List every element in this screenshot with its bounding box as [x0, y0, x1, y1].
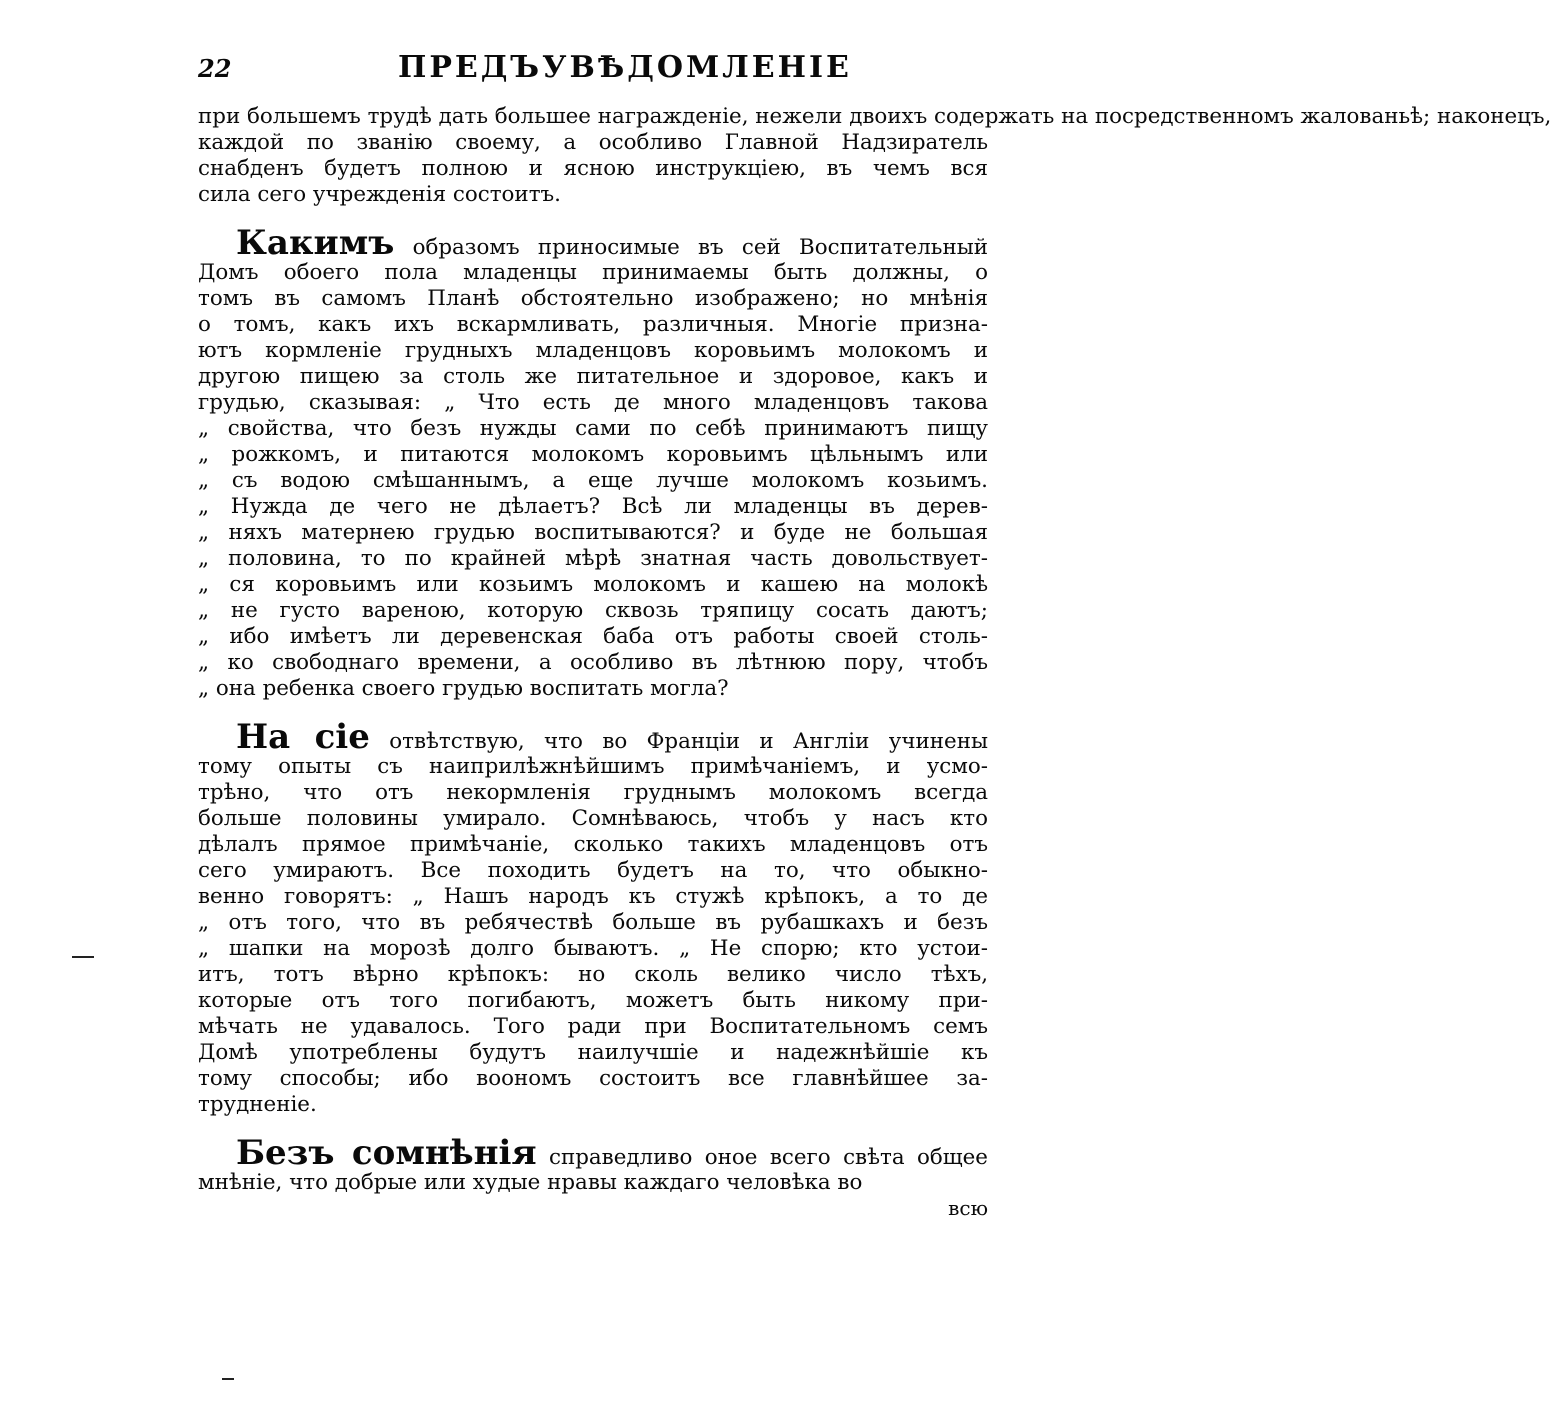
line-text: „ она ребенка своего грудью воспитать могла? — [198, 676, 729, 701]
line-text: ютъ кормленіе грудныхъ младенцовъ коровьимъ молокомъ и — [198, 338, 988, 363]
text-line — [198, 520, 988, 546]
line-text: „ свойства, что безъ нужды сами по себѣ принимаютъ пищу — [198, 416, 988, 441]
text-line — [198, 936, 988, 962]
line-text: сила сего учрежденія состоитъ. — [198, 182, 561, 207]
paragraph-lead-word: Безъ сомнѣнія — [236, 1133, 537, 1173]
text-line — [198, 650, 988, 676]
paragraph-lead-word: На сіе — [236, 717, 370, 757]
line-text: „ ко свободнаго времени, а особливо въ лѣтнюю пору, чтобъ — [198, 650, 988, 675]
page-number: 22 — [198, 54, 232, 83]
text-line — [198, 260, 988, 286]
text-line — [198, 390, 988, 416]
paragraph — [198, 1124, 988, 1196]
text-line — [198, 416, 988, 442]
text-line — [198, 624, 988, 650]
text-line — [198, 754, 988, 780]
line-text: „ Нужда де чего не дѣлаетъ? Всѣ ли младенцы въ дерев- — [198, 494, 988, 519]
line-text: мѣчать не удавалось. Того ради при Воспитательномъ семъ — [198, 1014, 988, 1039]
line-text: „ половина, то по крайней мѣрѣ знатная часть довольствует- — [198, 546, 988, 571]
line-text: „ ся коровьимъ или козьимъ молокомъ и кашею на молокѣ — [198, 572, 988, 597]
paragraph — [198, 214, 988, 702]
text-line — [198, 156, 988, 182]
line-text: Домъ обоего пола младенцы принимаемы быть должны, о — [198, 260, 988, 285]
text-line — [198, 1170, 988, 1196]
line-text: которые отъ того погибаютъ, можетъ быть никому при- — [198, 988, 988, 1013]
margin-mark — [72, 956, 94, 958]
line-text: томъ въ самомъ Планѣ обстоятельно изображено; но мнѣнія — [198, 286, 988, 311]
text-line — [198, 214, 988, 263]
line-text: снабденъ будетъ полною и ясною инструкціею, въ чемъ вся — [198, 156, 988, 181]
text-line — [198, 442, 988, 468]
line-text: „ няхъ матернею грудью воспитываются? и буде не большая — [198, 520, 988, 545]
line-text: тому способы; ибо воономъ состоитъ все главнѣйшее за- — [198, 1066, 988, 1091]
line-text: „ шапки на морозѣ долго бываютъ. „ Не спорю; кто устои- — [198, 936, 988, 961]
line-text: сего умираютъ. Все походить будетъ на то, что обыкно- — [198, 858, 988, 883]
text-line — [198, 494, 988, 520]
line-text: „ отъ того, что въ ребячествѣ больше въ рубашкахъ и безъ — [198, 910, 988, 935]
paragraph-lead-word: Какимъ — [236, 223, 395, 263]
text-line — [198, 806, 988, 832]
line-text: „ ибо имѣетъ ли деревенская баба отъ работы своей столь- — [198, 624, 988, 649]
text-line — [198, 962, 988, 988]
line-text: „ съ водою смѣшаннымъ, а еще лучше молокомъ козьимъ. — [198, 468, 988, 493]
line-text: при большемъ трудѣ дать большее награжденіе, нежели двоихъ содержать на посредственномъ жалованьѣ; наконецъ, — [198, 104, 1551, 129]
line-text: трѣно, что отъ некормленія груднымъ молокомъ всегда — [198, 780, 988, 805]
text-line — [198, 988, 988, 1014]
text-line — [198, 338, 988, 364]
line-text: мнѣніе, что добрые или худые нравы каждаго человѣка во — [198, 1170, 863, 1195]
running-title: ПРЕДЪУВѢДОМЛЕНІЕ — [398, 50, 852, 85]
margin-mark — [222, 1378, 234, 1380]
text-line — [198, 104, 1551, 130]
text-line — [198, 130, 988, 156]
text-line — [198, 286, 988, 312]
line-text: образомъ приносимые въ сей Воспитательный — [412, 235, 988, 260]
line-text: тому опыты съ наиприлѣжнѣйшимъ примѣчаніемъ, и усмо- — [198, 754, 988, 779]
text-line — [198, 1014, 988, 1040]
text-line — [198, 884, 988, 910]
paragraph — [198, 104, 1551, 208]
text-line — [198, 598, 988, 624]
catchword: всю — [948, 1196, 988, 1220]
line-text: каждой по званію своему, а особливо Главной Надзиратель — [198, 130, 988, 155]
text-line — [198, 1066, 988, 1092]
text-line — [198, 546, 988, 572]
line-text: итъ, тотъ вѣрно крѣпокъ: но сколь велико число тѣхъ, — [198, 962, 988, 987]
paragraph — [198, 708, 988, 1118]
text-line — [198, 910, 988, 936]
text-line — [198, 1092, 988, 1118]
line-text: „ не густо вареною, которую сквозь тряпицу сосать даютъ; — [198, 598, 988, 623]
line-text: больше половины умирало. Сомнѣваюсь, чтобъ у насъ кто — [198, 806, 988, 831]
text-line — [198, 182, 988, 208]
line-text: отвѣтствую, что во Франціи и Англіи учинены — [389, 729, 988, 754]
text-line — [198, 832, 988, 858]
text-line — [198, 1124, 988, 1173]
line-text: грудью, сказывая: „ Что есть де много младенцовъ такова — [198, 390, 988, 415]
line-text: Домѣ употреблены будутъ наилучшіе и надежнѣйшіе къ — [198, 1040, 988, 1065]
line-text: о томъ, какъ ихъ вскармливать, различныя. Многіе призна- — [198, 312, 988, 337]
text-line — [198, 312, 988, 338]
text-line — [198, 858, 988, 884]
page-header — [198, 48, 988, 88]
text-line — [198, 676, 988, 702]
line-text: венно говорятъ: „ Нашъ народъ къ стужѣ крѣпокъ, а то де — [198, 884, 988, 909]
line-text: справедливо оное всего свѣта общее — [549, 1145, 988, 1170]
text-line — [198, 364, 988, 390]
text-line — [198, 780, 988, 806]
text-line — [198, 572, 988, 598]
body-text — [198, 104, 1551, 1196]
text-line — [198, 708, 988, 757]
text-line — [198, 1040, 988, 1066]
line-text: другою пищею за столь же питательное и здоровое, какъ и — [198, 364, 988, 389]
text-line — [198, 468, 988, 494]
line-text: трудненіе. — [198, 1092, 317, 1117]
line-text: „ рожкомъ, и питаются молокомъ коровьимъ цѣльнымъ или — [198, 442, 988, 467]
line-text: дѣлалъ прямое примѣчаніе, сколько такихъ младенцовъ отъ — [198, 832, 988, 857]
